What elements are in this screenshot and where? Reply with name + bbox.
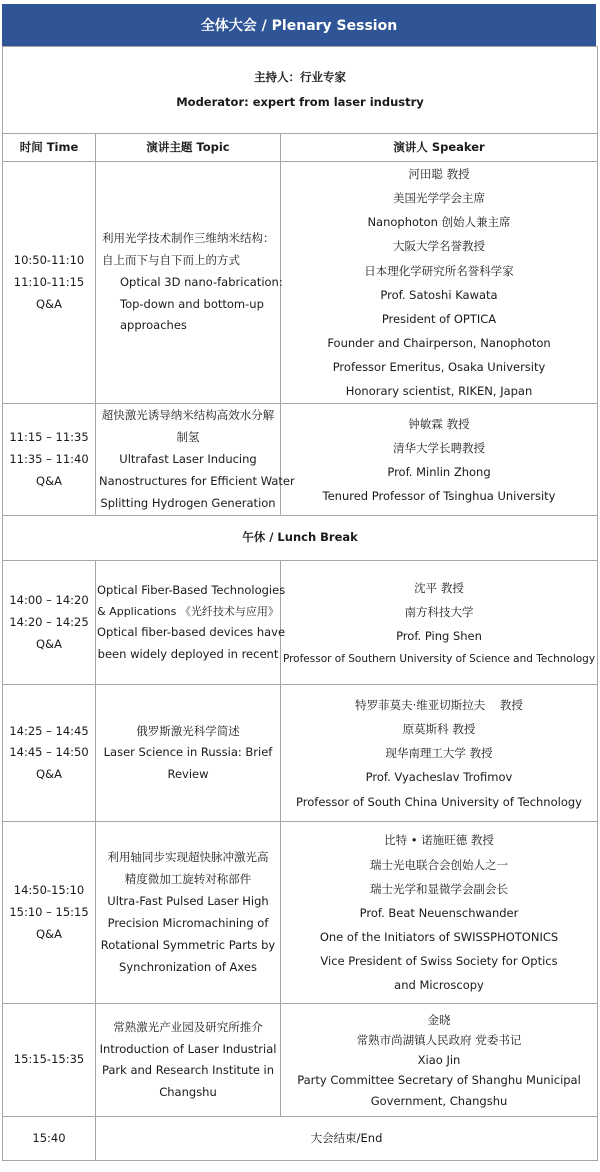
speaker-line: 大阪大学名誉教授: [393, 239, 485, 254]
time-line: Q&A: [36, 636, 62, 651]
time-line: 14:25 – 14:45: [9, 723, 89, 738]
time-line: 11:15 – 11:35: [9, 430, 89, 445]
speaker-line: Party Committee Secretary of Shanghu Municipal: [297, 1073, 581, 1088]
moderator-zh: 主持人：行业专家: [254, 69, 346, 84]
time-line: 10:50-11:10: [13, 252, 85, 267]
topic-line: Ultra-Fast Pulsed Laser High: [107, 894, 269, 909]
session-time: [3, 685, 96, 822]
topic-line: 利用轴同步实现超快脉冲激光高: [107, 850, 269, 865]
speaker-line: Prof. Ping Shen: [396, 628, 482, 643]
speaker-line: Government, Changshu: [370, 1093, 508, 1108]
topic-line: Precision Micromachining of: [107, 915, 269, 930]
time-line: 14:45 – 14:50: [9, 745, 89, 760]
session-row: [3, 162, 598, 404]
time-line: 11:10-11:15: [13, 274, 85, 289]
topic-line: Optical Fiber-Based Technologies: [97, 582, 286, 597]
session-time: [3, 404, 96, 516]
topic-line: Nanostructures for Efficient Water: [99, 473, 295, 488]
speaker-line: Xiao Jin: [417, 1053, 461, 1068]
speaker-line: Tenured Professor of Tsinghua University: [322, 489, 556, 504]
end-row: [3, 1117, 598, 1161]
topic-line: 俄罗斯激光科学简述: [136, 723, 240, 738]
speaker-line: Prof. Minlin Zhong: [387, 464, 491, 479]
speaker-line: Vice President of Swiss Society for Optics: [320, 954, 558, 969]
topic-line: Splitting Hydrogen Generation: [100, 495, 276, 510]
end-time: 15:40: [3, 1117, 96, 1161]
moderator-cell: [3, 47, 598, 134]
speaker-line: 常熟市尚湖镇人民政府 党委书记: [356, 1033, 522, 1048]
session-speaker: [281, 404, 598, 516]
time-line: 14:00 – 14:20: [9, 593, 89, 608]
session-time: [3, 561, 96, 685]
topic-line: Optical 3D nano-fabrication:: [120, 274, 283, 289]
topic-line: been widely deployed in recent: [97, 647, 279, 662]
topic-line: 自上而下与自下而上的方式: [102, 252, 240, 267]
session-row: [3, 822, 598, 1004]
session-speaker: [281, 822, 598, 1004]
end-label: 大会结束/End: [96, 1117, 598, 1161]
session-topic: [96, 162, 281, 404]
time-line: Q&A: [36, 296, 62, 311]
topic-line: & Applications 《光纤技术与应用》: [97, 604, 279, 618]
session-speaker: [281, 162, 598, 404]
speaker-line: Nanophoton 创始人兼主席: [367, 215, 511, 230]
session-row: [3, 561, 598, 685]
topic-line: 利用光学技术制作三维纳米结构：: [102, 231, 275, 246]
speaker-line: Prof. Vyacheslav Trofimov: [365, 770, 513, 785]
session-row: [3, 685, 598, 822]
topic-line: 制氢: [176, 430, 200, 445]
speaker-line: 金晓: [427, 1013, 451, 1028]
session-topic: [96, 822, 281, 1004]
session-topic: [96, 685, 281, 822]
lunch-break-label: 午休 / Lunch Break: [3, 516, 598, 561]
moderator-row: [3, 47, 598, 134]
speaker-line: 南方科技大学: [404, 604, 474, 619]
speaker-line: 原莫斯科 教授: [402, 722, 476, 737]
topic-line: 精度微加工旋转对称部件: [124, 872, 252, 887]
time-line: Q&A: [36, 926, 62, 941]
time-line: Q&A: [36, 473, 62, 488]
speaker-line: Prof. Satoshi Kawata: [380, 287, 498, 302]
time-line: 14:50-15:10: [13, 883, 85, 898]
speaker-line: Professor of South China University of Technology: [296, 794, 582, 809]
session-topic: [96, 1004, 281, 1117]
speaker-line: Honorary scientist, RIKEN, Japan: [345, 384, 533, 399]
speaker-line: 美国光学学会主席: [393, 191, 485, 206]
speaker-line: 日本理化学研究所名誉科学家: [364, 263, 514, 278]
column-header-topic: 演讲主题 Topic: [96, 134, 281, 162]
column-header-time: 时间 Time: [3, 134, 96, 162]
speaker-line: 沈平 教授: [414, 580, 464, 595]
speaker-line: 瑞士光学和显微学会副会长: [370, 881, 508, 896]
speaker-line: One of the Initiators of SWISSPHOTONICS: [319, 929, 559, 944]
topic-line: Park and Research Institute in: [101, 1063, 275, 1078]
column-header-speaker: 演讲人 Speaker: [281, 134, 598, 162]
session-row: [3, 1004, 598, 1117]
speaker-line: 现华南理工大学 教授: [385, 746, 493, 761]
topic-line: Laser Science in Russia: Brief: [103, 745, 273, 760]
session-topic: [96, 404, 295, 516]
session-title-banner: 全体大会 / Plenary Session: [2, 4, 596, 46]
topic-line: Introduction of Laser Industrial: [99, 1041, 277, 1056]
topic-line: Optical fiber-based devices have: [97, 625, 286, 640]
speaker-line: President of OPTICA: [381, 311, 497, 326]
speaker-line: 河田聪 教授: [408, 167, 470, 181]
topic-line: 超快激光诱导纳米结构高效水分解: [101, 408, 275, 423]
header-row: [3, 134, 598, 162]
topic-line: Top-down and bottom-up: [120, 296, 264, 311]
speaker-line: 钟敏霖 教授: [408, 416, 470, 431]
session-speaker: [281, 561, 598, 685]
topic-line: Rotational Symmetric Parts by: [100, 937, 276, 952]
topic-line: Ultrafast Laser Inducing: [119, 451, 257, 466]
speaker-line: 特罗菲莫夫·维亚切斯拉夫 教授: [355, 698, 523, 713]
session-row: [3, 404, 598, 516]
time-line: 11:35 – 11:40: [9, 451, 89, 466]
session-time: [3, 162, 96, 404]
topic-line: 常熟激光产业园及研究所推介: [113, 1019, 263, 1034]
time-line: 15:15-15:35: [13, 1052, 85, 1067]
session-time: [3, 1004, 96, 1117]
topic-line: Synchronization of Axes: [119, 959, 257, 974]
speaker-line: Prof. Beat Neuenschwander: [359, 905, 519, 920]
session-speaker: [281, 1004, 598, 1117]
speaker-line: and Microscopy: [394, 978, 484, 993]
time-line: Q&A: [36, 767, 62, 782]
time-line: 14:20 – 14:25: [9, 614, 89, 629]
session-time: [3, 822, 96, 1004]
speaker-line: 比特 • 诺施旺德 教授: [384, 833, 494, 848]
moderator-en: Moderator: expert from laser industry: [176, 95, 424, 109]
agenda-table: [2, 46, 598, 1161]
topic-line: Review: [167, 767, 209, 782]
speaker-line: Professor of Southern University of Science and Technology: [282, 653, 596, 666]
speaker-line: 瑞士光电联合会创始人之一: [370, 857, 508, 872]
time-line: 15:10 – 15:15: [9, 904, 89, 919]
topic-line: Changshu: [159, 1085, 217, 1100]
session-topic: [96, 561, 286, 685]
topic-line: approaches: [120, 318, 187, 333]
speaker-line: 清华大学长聘教授: [393, 440, 485, 455]
session-speaker: [281, 685, 598, 822]
speaker-line: Professor Emeritus, Osaka University: [332, 360, 546, 375]
lunch-row: [3, 516, 598, 561]
speaker-line: Founder and Chairperson, Nanophoton: [327, 335, 551, 350]
